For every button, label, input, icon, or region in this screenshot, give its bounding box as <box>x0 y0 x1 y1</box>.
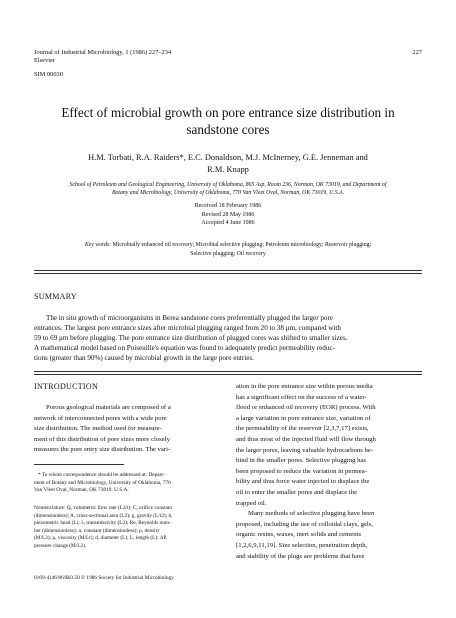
journal-citation: Journal of Industrial Microbiology, 1 (1986) 227–234 <box>34 49 172 56</box>
article-title <box>20 104 436 138</box>
nomenclature-note <box>34 505 220 551</box>
keywords-line-1 <box>48 241 408 250</box>
intro-right-line-7: the larger pores, leaving valuable hydrocarbons be- <box>236 446 374 454</box>
nomenclature-line-1: Nomenclature: Q, volumetric flow rate (L3/t); C, orifice constant <box>34 505 172 511</box>
intro-right-line-9: been proposed to reduce the variation in permea- <box>236 467 367 475</box>
nomenclature-line-4: ber (dimensionless); α, constant (dimensionless); ρ, density <box>34 527 160 534</box>
intro-right-line-8: hind in the smaller pores. Selective plugging has <box>236 457 367 465</box>
intro-right-line-1: ation in the pore entrance size within porous media <box>236 383 373 390</box>
intro-right-p2-line-5: and stability of the plugs are problems that have <box>236 552 365 560</box>
divider-top-2 <box>34 273 422 274</box>
intro-left-column <box>34 403 220 456</box>
intro-left-line-5: measures the pore entry size distribution. The vari- <box>34 446 171 454</box>
intro-right-p2-line-2: proposed, including the use of colloidal clays, gels, <box>236 520 374 528</box>
summary-heading: SUMMARY <box>34 292 78 301</box>
summary-line-4: A mathematical model based on Poiseuille's equation was found to adequately predict permeability reduc- <box>34 344 335 353</box>
nomenclature-line-3: piezometric head (L); λ, transmissivity (L2); Re, Reynolds num- <box>34 520 171 527</box>
summary-line-1: The in situ growth of microorganisms in Berea sandstone cores preferentially plugged the larger pore <box>46 314 333 322</box>
received-date: Received 18 February 1986 <box>194 203 262 209</box>
summary-line-2: entrances. The largest pore entrance sizes after microbial plugging ranged from 20 to 38 μm, compared with <box>34 324 341 333</box>
intro-right-p2-line-3: organic resins, waxes, inert solids and cements <box>236 531 362 539</box>
title-line-2: sandstone cores <box>186 122 270 137</box>
intro-right-p2-line-1: Many methods of selective plugging have been <box>248 510 375 518</box>
intro-left-line-2: network of interconnected pores with a wide pore <box>34 414 167 422</box>
intro-right-line-5: the permeability of the reservoir [2,3,7,17] exists, <box>236 425 369 433</box>
intro-left-line-1: Porous geological materials are composed of a <box>46 404 171 411</box>
introduction-heading: INTRODUCTION <box>34 382 99 391</box>
intro-right-p2-line-4: [1,2,6,9,11,19]. Size selection, penetration depth, <box>236 541 368 549</box>
sim-code: SIM 00030 <box>34 71 63 78</box>
intro-left-line-3: size distribution. The method used for measure- <box>34 425 162 433</box>
accepted-date: Accepted 4 June 1986 <box>201 220 255 227</box>
footnote-rule <box>34 464 124 465</box>
authors-line-1: H.M. Torbati, R.A. Raiders*, E.C. Donaldson, M.J. McInerney, G.E. Jenneman and <box>88 153 368 162</box>
nomenclature-line-2: (dimensionless); A, cross-sectional area (L2); g, gravity (L/t2); h, <box>34 512 173 519</box>
keywords-text-1: Microbially enhanced oil recovery; Microbial selective plugging; Petroleum microbiology; Reservoir plugging; <box>112 242 372 248</box>
summary-text <box>34 313 422 363</box>
keywords-text-2: Selective plugging; Oil recovery <box>190 250 266 257</box>
intro-right-column <box>236 382 422 562</box>
intro-right-line-6: and thus most of the injected fluid will flow through <box>236 435 376 443</box>
divider-bottom-2 <box>34 374 422 375</box>
page-number: 227 <box>412 49 422 56</box>
intro-right-line-2: has a significant effect on the success of a water- <box>236 393 367 401</box>
publisher: Elsevier <box>34 57 55 64</box>
title-line-1: Effect of microbial growth on pore entrance size distribution in <box>61 105 395 120</box>
intro-right-line-4: a large variation in pore entrance size, variation of <box>236 414 371 422</box>
authors-line-2: R.M. Knapp <box>207 165 249 174</box>
divider-bottom <box>34 371 422 372</box>
copyright-line: 0169-4146/86/$03.50 © 1986 Society for Industrial Microbiology <box>34 575 174 581</box>
affiliation <box>34 181 422 198</box>
keywords-label: Key words: <box>84 242 112 248</box>
correspondence-note <box>34 472 220 495</box>
affiliation-line-1: School of Petroleum and Geological Engineering, University of Oklahoma, 865 Asp, Room 236, Norman, OK 73019, and Department of <box>69 182 387 188</box>
correspondence-line-3: Van Vleet Oval, Norman, OK 73019, U.S.A. <box>34 487 129 494</box>
intro-right-line-10: bility and thus force water injected to displace the <box>236 478 370 486</box>
affiliation-line-2: Botany and Microbiology, University of Oklahoma, 770 Van Vleet Oval, Norman, OK 73019, U.S.A. <box>111 190 345 197</box>
divider-top <box>34 270 422 271</box>
nomenclature-line-6: pressure change (M/L2). <box>34 542 87 549</box>
keywords <box>48 241 408 258</box>
nomenclature-line-5: (M/L3); μ, viscosity (M/Lt); d, diameter (L); L, length (L); ΔP, <box>34 535 168 542</box>
summary-line-3: 59 to 69 μm before plugging. The pore entrance size distribution of plugged cores was shifted to smaller sizes. <box>34 334 348 343</box>
intro-right-line-3: flood or enhanced oil recovery (EOR) process. With <box>236 404 376 412</box>
revised-date: Revised 28 May 1986 <box>201 211 255 218</box>
summary-line-5: tions (greater than 90%) caused by microbial growth in the large pore entries. <box>34 354 254 363</box>
correspondence-line-2: ment of Botany and Microbiology, University of Oklahoma, 770 <box>34 479 171 486</box>
intro-right-line-11: oil to enter the smaller pores and displace the <box>236 488 358 496</box>
correspondence-line-1: * To whom correspondence should be addressed at: Depart- <box>38 472 165 478</box>
intro-left-line-4: ment of this distribution of pore sizes more closely <box>34 435 170 443</box>
author-list <box>20 152 436 176</box>
intro-right-line-12: trapped oil. <box>236 499 267 507</box>
history-dates <box>20 202 436 228</box>
